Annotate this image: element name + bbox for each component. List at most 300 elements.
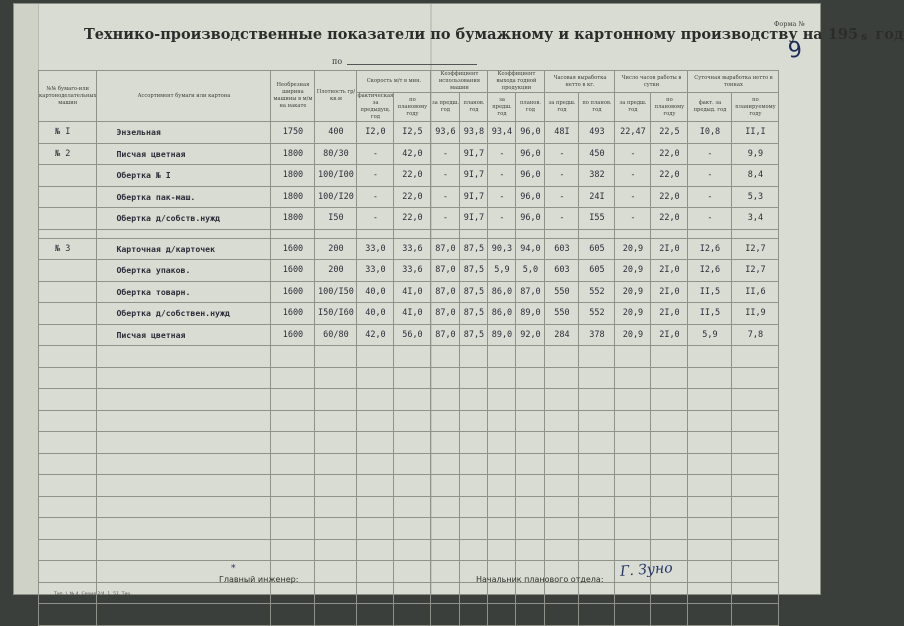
empty-cell bbox=[732, 367, 779, 389]
cell-daily-prev bbox=[688, 229, 732, 238]
cell-assortment: Обертка № I bbox=[97, 165, 271, 187]
empty-cell bbox=[97, 389, 271, 411]
empty-cell bbox=[460, 432, 488, 454]
cell-usage-prev: 87,0 bbox=[431, 324, 460, 346]
empty-cell bbox=[615, 410, 651, 432]
empty-cell bbox=[271, 582, 315, 604]
cell-hourly-prev: - bbox=[545, 165, 579, 187]
empty-cell bbox=[357, 453, 394, 475]
empty-cell bbox=[651, 604, 688, 626]
handwritten-signature: Г. Зуно bbox=[619, 560, 674, 580]
cell-speed-plan: 4I,0 bbox=[394, 303, 431, 325]
empty-cell bbox=[39, 389, 97, 411]
cell-daily-plan: 8,4 bbox=[732, 165, 779, 187]
form-number-label: Форма № bbox=[774, 20, 805, 28]
cell-hourly-plan: 450 bbox=[579, 143, 615, 165]
empty-cell bbox=[579, 367, 615, 389]
cell-hours-plan: 2I,0 bbox=[651, 238, 688, 260]
cell-weight: 100/I50 bbox=[315, 281, 357, 303]
empty-cell bbox=[688, 389, 732, 411]
empty-cell bbox=[615, 432, 651, 454]
col-weight: Плотность гр/кв.м bbox=[315, 71, 357, 122]
chief-engineer-label: Главный инженер: bbox=[219, 575, 299, 584]
empty-cell bbox=[357, 346, 394, 368]
cell-width: 1800 bbox=[271, 143, 315, 165]
empty-cell bbox=[516, 453, 545, 475]
empty-cell bbox=[688, 453, 732, 475]
cell-daily-prev: - bbox=[688, 165, 732, 187]
empty-cell bbox=[732, 518, 779, 540]
form-sheet bbox=[14, 4, 904, 597]
cell-width: 1600 bbox=[271, 303, 315, 325]
empty-cell bbox=[732, 389, 779, 411]
empty-cell bbox=[545, 389, 579, 411]
cell-daily-plan bbox=[732, 229, 779, 238]
cell-assortment: Энзельная bbox=[97, 122, 271, 144]
table-row bbox=[39, 324, 779, 346]
cell-daily-plan: 3,4 bbox=[732, 208, 779, 230]
cell-speed-fact: - bbox=[357, 186, 394, 208]
cell-machine-no bbox=[39, 229, 97, 238]
empty-row bbox=[39, 346, 779, 368]
po-fill-line bbox=[347, 64, 477, 65]
empty-cell bbox=[488, 410, 516, 432]
planning-head-label: Начальник планового отдела: bbox=[476, 575, 604, 584]
empty-cell bbox=[39, 432, 97, 454]
empty-cell bbox=[271, 518, 315, 540]
cell-weight: 100/I20 bbox=[315, 186, 357, 208]
cell-speed-plan: 22,0 bbox=[394, 165, 431, 187]
empty-cell bbox=[431, 475, 460, 497]
empty-cell bbox=[315, 582, 357, 604]
empty-cell bbox=[394, 518, 431, 540]
cell-assortment: Карточная д/карточек bbox=[97, 238, 271, 260]
cell-assortment: Писчая цветная bbox=[97, 143, 271, 165]
cell-width: 1600 bbox=[271, 324, 315, 346]
empty-cell bbox=[488, 496, 516, 518]
empty-cell bbox=[545, 496, 579, 518]
empty-cell bbox=[732, 410, 779, 432]
empty-cell bbox=[488, 453, 516, 475]
empty-cell bbox=[315, 475, 357, 497]
empty-cell bbox=[688, 539, 732, 561]
form-title bbox=[84, 26, 904, 43]
cell-width: 1600 bbox=[271, 281, 315, 303]
col-yield-prev: за предш. год bbox=[488, 93, 516, 122]
empty-cell bbox=[97, 475, 271, 497]
empty-cell bbox=[394, 410, 431, 432]
empty-cell bbox=[357, 604, 394, 626]
empty-cell bbox=[97, 410, 271, 432]
cell-hours-prev: 20,9 bbox=[615, 281, 651, 303]
cell-hours-plan: 2I,0 bbox=[651, 324, 688, 346]
cell-daily-plan: 5,3 bbox=[732, 186, 779, 208]
title-year-suffix: s bbox=[861, 30, 868, 43]
empty-cell bbox=[315, 367, 357, 389]
cell-hours-prev: 22,47 bbox=[615, 122, 651, 144]
empty-cell bbox=[732, 346, 779, 368]
cell-daily-prev: - bbox=[688, 186, 732, 208]
empty-cell bbox=[579, 432, 615, 454]
empty-cell bbox=[357, 539, 394, 561]
cell-machine-no bbox=[39, 186, 97, 208]
col-speed-plan: по плановому году bbox=[394, 93, 431, 122]
cell-speed-plan: 33,6 bbox=[394, 260, 431, 282]
empty-cell bbox=[545, 582, 579, 604]
empty-cell bbox=[431, 582, 460, 604]
cell-yield-prev: - bbox=[488, 165, 516, 187]
empty-cell bbox=[271, 432, 315, 454]
empty-cell bbox=[271, 453, 315, 475]
empty-cell bbox=[732, 539, 779, 561]
table-row bbox=[39, 165, 779, 187]
cell-usage-prev: 87,0 bbox=[431, 303, 460, 325]
empty-cell bbox=[516, 432, 545, 454]
empty-row bbox=[39, 432, 779, 454]
cell-hourly-prev: 603 bbox=[545, 238, 579, 260]
empty-cell bbox=[39, 346, 97, 368]
col-daily-plan: по планируемому году bbox=[732, 93, 779, 122]
cell-daily-prev: I2,6 bbox=[688, 260, 732, 282]
form-number-handwritten: 9 bbox=[786, 37, 804, 64]
empty-cell bbox=[545, 518, 579, 540]
empty-cell bbox=[651, 496, 688, 518]
empty-cell bbox=[394, 432, 431, 454]
empty-cell bbox=[516, 410, 545, 432]
cell-daily-prev: I0,8 bbox=[688, 122, 732, 144]
col-machine-no: №№ бумаго-или картоноделательных машин bbox=[39, 71, 97, 122]
cell-usage-plan bbox=[460, 229, 488, 238]
empty-cell bbox=[545, 539, 579, 561]
cell-daily-plan: 9,9 bbox=[732, 143, 779, 165]
empty-cell bbox=[431, 367, 460, 389]
cell-assortment bbox=[97, 229, 271, 238]
cell-weight: 100/I00 bbox=[315, 165, 357, 187]
cell-width: 1800 bbox=[271, 208, 315, 230]
cell-daily-prev: II,5 bbox=[688, 281, 732, 303]
cell-speed-plan: 33,6 bbox=[394, 238, 431, 260]
empty-cell bbox=[688, 475, 732, 497]
cell-weight: 200 bbox=[315, 260, 357, 282]
cell-speed-plan: 22,0 bbox=[394, 186, 431, 208]
empty-cell bbox=[545, 604, 579, 626]
empty-cell bbox=[431, 561, 460, 583]
empty-cell bbox=[516, 496, 545, 518]
empty-cell bbox=[488, 518, 516, 540]
cell-usage-plan: 87,5 bbox=[460, 324, 488, 346]
table-row bbox=[39, 122, 779, 144]
cell-yield-prev: - bbox=[488, 208, 516, 230]
cell-speed-plan: 56,0 bbox=[394, 324, 431, 346]
empty-cell bbox=[579, 346, 615, 368]
empty-cell bbox=[688, 561, 732, 583]
empty-cell bbox=[315, 410, 357, 432]
cell-hours-plan: 22,0 bbox=[651, 186, 688, 208]
cell-yield-plan: 87,0 bbox=[516, 281, 545, 303]
cell-speed-fact: 40,0 bbox=[357, 303, 394, 325]
col-hours-plan: по плановому году bbox=[651, 93, 688, 122]
empty-cell bbox=[394, 367, 431, 389]
col-width: Необрезная ширина машины в м/м на накате bbox=[271, 71, 315, 122]
empty-cell bbox=[431, 432, 460, 454]
cell-yield-prev: 90,3 bbox=[488, 238, 516, 260]
empty-cell bbox=[579, 475, 615, 497]
empty-cell bbox=[488, 346, 516, 368]
col-hourly-prev: за предш. год bbox=[545, 93, 579, 122]
empty-row bbox=[39, 475, 779, 497]
empty-row bbox=[39, 410, 779, 432]
cell-yield-prev bbox=[488, 229, 516, 238]
cell-hourly-prev: 603 bbox=[545, 260, 579, 282]
cell-hourly-prev: 284 bbox=[545, 324, 579, 346]
col-hourly-output: Часовая выработка нетто в кг. bbox=[545, 71, 615, 93]
empty-cell bbox=[315, 561, 357, 583]
cell-daily-prev: - bbox=[688, 208, 732, 230]
cell-weight bbox=[315, 229, 357, 238]
empty-cell bbox=[615, 389, 651, 411]
cell-hours-plan bbox=[651, 229, 688, 238]
empty-cell bbox=[357, 496, 394, 518]
col-usage-prev: за предш. год bbox=[431, 93, 460, 122]
empty-cell bbox=[39, 475, 97, 497]
cell-hourly-prev: 48I bbox=[545, 122, 579, 144]
cell-speed-fact: - bbox=[357, 143, 394, 165]
cell-hours-plan: 22,5 bbox=[651, 122, 688, 144]
empty-cell bbox=[516, 539, 545, 561]
cell-hours-prev: 20,9 bbox=[615, 303, 651, 325]
cell-yield-plan: 94,0 bbox=[516, 238, 545, 260]
cell-hourly-prev: - bbox=[545, 186, 579, 208]
empty-cell bbox=[460, 582, 488, 604]
empty-cell bbox=[545, 432, 579, 454]
empty-cell bbox=[488, 604, 516, 626]
cell-daily-prev: - bbox=[688, 143, 732, 165]
empty-cell bbox=[460, 496, 488, 518]
cell-daily-plan: II,I bbox=[732, 122, 779, 144]
cell-speed-fact: 42,0 bbox=[357, 324, 394, 346]
empty-cell bbox=[579, 496, 615, 518]
cell-hourly-prev: 550 bbox=[545, 281, 579, 303]
empty-cell bbox=[357, 389, 394, 411]
cell-usage-plan: 9I,7 bbox=[460, 143, 488, 165]
empty-cell bbox=[732, 496, 779, 518]
empty-cell bbox=[579, 410, 615, 432]
table-row bbox=[39, 260, 779, 282]
col-usage-plan: планов. год bbox=[460, 93, 488, 122]
empty-cell bbox=[357, 367, 394, 389]
empty-cell bbox=[431, 453, 460, 475]
empty-cell bbox=[615, 604, 651, 626]
cell-speed-fact: 40,0 bbox=[357, 281, 394, 303]
empty-row bbox=[39, 389, 779, 411]
cell-speed-fact: - bbox=[357, 165, 394, 187]
empty-cell bbox=[394, 539, 431, 561]
table-row bbox=[39, 186, 779, 208]
empty-cell bbox=[97, 539, 271, 561]
cell-hours-prev: - bbox=[615, 186, 651, 208]
cell-width: 1600 bbox=[271, 260, 315, 282]
title-year-word: год bbox=[875, 26, 904, 43]
empty-cell bbox=[516, 367, 545, 389]
cell-yield-plan: 89,0 bbox=[516, 303, 545, 325]
empty-cell bbox=[357, 410, 394, 432]
empty-cell bbox=[357, 582, 394, 604]
cell-daily-prev: II,5 bbox=[688, 303, 732, 325]
cell-yield-prev: 5,9 bbox=[488, 260, 516, 282]
cell-machine-no bbox=[39, 281, 97, 303]
empty-cell bbox=[39, 561, 97, 583]
empty-cell bbox=[651, 367, 688, 389]
binding-strip bbox=[14, 4, 39, 594]
cell-hours-prev: - bbox=[615, 165, 651, 187]
cell-yield-plan: 96,0 bbox=[516, 143, 545, 165]
empty-cell bbox=[39, 453, 97, 475]
cell-hours-prev: - bbox=[615, 143, 651, 165]
empty-cell bbox=[431, 604, 460, 626]
empty-cell bbox=[315, 518, 357, 540]
empty-cell bbox=[579, 582, 615, 604]
cell-yield-plan: 96,0 bbox=[516, 186, 545, 208]
empty-cell bbox=[579, 518, 615, 540]
cell-daily-prev: I2,6 bbox=[688, 238, 732, 260]
cell-hours-prev: 20,9 bbox=[615, 238, 651, 260]
empty-cell bbox=[688, 582, 732, 604]
cell-hourly-plan: 605 bbox=[579, 260, 615, 282]
empty-cell bbox=[460, 389, 488, 411]
empty-cell bbox=[732, 561, 779, 583]
empty-row bbox=[39, 539, 779, 561]
printer-imprint: Тип. I. № 4. Серия 2/4. 1. 51. Тир. bbox=[54, 592, 132, 597]
empty-cell bbox=[394, 582, 431, 604]
cell-usage-plan: 9I,7 bbox=[460, 186, 488, 208]
empty-cell bbox=[488, 582, 516, 604]
empty-cell bbox=[271, 367, 315, 389]
empty-cell bbox=[615, 518, 651, 540]
cell-hours-plan: 2I,0 bbox=[651, 303, 688, 325]
cell-usage-prev: - bbox=[431, 143, 460, 165]
cell-usage-plan: 87,5 bbox=[460, 238, 488, 260]
empty-cell bbox=[394, 475, 431, 497]
empty-cell bbox=[688, 496, 732, 518]
empty-cell bbox=[651, 453, 688, 475]
cell-hourly-plan: 605 bbox=[579, 238, 615, 260]
empty-cell bbox=[394, 453, 431, 475]
empty-cell bbox=[579, 539, 615, 561]
empty-cell bbox=[688, 367, 732, 389]
cell-yield-plan: 5,0 bbox=[516, 260, 545, 282]
empty-cell bbox=[545, 475, 579, 497]
cell-yield-plan: 92,0 bbox=[516, 324, 545, 346]
empty-cell bbox=[545, 367, 579, 389]
cell-width: 1800 bbox=[271, 186, 315, 208]
handwritten-mark: * bbox=[231, 564, 236, 574]
empty-cell bbox=[39, 604, 97, 626]
cell-machine-no bbox=[39, 303, 97, 325]
empty-cell bbox=[271, 389, 315, 411]
empty-cell bbox=[394, 561, 431, 583]
col-hourly-plan: по планов. год bbox=[579, 93, 615, 122]
cell-machine-no bbox=[39, 260, 97, 282]
separator-row bbox=[39, 229, 779, 238]
table-row bbox=[39, 281, 779, 303]
cell-hourly-plan: 378 bbox=[579, 324, 615, 346]
cell-usage-prev: - bbox=[431, 186, 460, 208]
cell-usage-prev: 87,0 bbox=[431, 238, 460, 260]
cell-usage-plan: 87,5 bbox=[460, 281, 488, 303]
table-row bbox=[39, 238, 779, 260]
empty-cell bbox=[545, 453, 579, 475]
empty-cell bbox=[516, 518, 545, 540]
cell-speed-plan bbox=[394, 229, 431, 238]
cell-speed-plan: 22,0 bbox=[394, 208, 431, 230]
title-year: 195 bbox=[827, 26, 859, 43]
empty-cell bbox=[688, 410, 732, 432]
cell-daily-plan: II,6 bbox=[732, 281, 779, 303]
cell-hourly-plan: 493 bbox=[579, 122, 615, 144]
cell-yield-prev: - bbox=[488, 143, 516, 165]
empty-cell bbox=[315, 346, 357, 368]
cell-weight: 400 bbox=[315, 122, 357, 144]
empty-cell bbox=[579, 604, 615, 626]
cell-hourly-plan: I55 bbox=[579, 208, 615, 230]
table-row bbox=[39, 208, 779, 230]
empty-cell bbox=[545, 410, 579, 432]
empty-cell bbox=[357, 432, 394, 454]
empty-cell bbox=[615, 496, 651, 518]
cell-hourly-prev: 550 bbox=[545, 303, 579, 325]
cell-usage-prev bbox=[431, 229, 460, 238]
cell-weight: 200 bbox=[315, 238, 357, 260]
col-hours-prev: за предш. год bbox=[615, 93, 651, 122]
empty-cell bbox=[615, 539, 651, 561]
cell-hours-plan: 22,0 bbox=[651, 165, 688, 187]
cell-hours-prev bbox=[615, 229, 651, 238]
empty-cell bbox=[271, 410, 315, 432]
cell-speed-fact: 33,0 bbox=[357, 238, 394, 260]
cell-machine-no bbox=[39, 208, 97, 230]
indicators-table bbox=[38, 70, 779, 626]
empty-cell bbox=[488, 367, 516, 389]
cell-yield-prev: - bbox=[488, 186, 516, 208]
cell-machine-no bbox=[39, 324, 97, 346]
empty-cell bbox=[651, 539, 688, 561]
empty-cell bbox=[732, 604, 779, 626]
col-yield: Коэффициент выхода годной продукции bbox=[488, 71, 545, 93]
cell-usage-plan: 87,5 bbox=[460, 260, 488, 282]
cell-speed-fact: - bbox=[357, 208, 394, 230]
empty-cell bbox=[39, 539, 97, 561]
empty-cell bbox=[39, 518, 97, 540]
empty-cell bbox=[460, 453, 488, 475]
empty-cell bbox=[460, 539, 488, 561]
cell-hourly-prev: - bbox=[545, 208, 579, 230]
cell-width: 1750 bbox=[271, 122, 315, 144]
empty-cell bbox=[460, 367, 488, 389]
cell-yield-plan: 96,0 bbox=[516, 208, 545, 230]
cell-assortment: Обертка упаков. bbox=[97, 260, 271, 282]
empty-row bbox=[39, 453, 779, 475]
empty-cell bbox=[271, 539, 315, 561]
empty-cell bbox=[732, 582, 779, 604]
empty-cell bbox=[651, 475, 688, 497]
cell-machine-no bbox=[39, 165, 97, 187]
empty-cell bbox=[651, 518, 688, 540]
empty-cell bbox=[315, 496, 357, 518]
cell-hours-prev: 20,9 bbox=[615, 324, 651, 346]
empty-cell bbox=[97, 453, 271, 475]
cell-hours-plan: 22,0 bbox=[651, 143, 688, 165]
empty-cell bbox=[97, 518, 271, 540]
